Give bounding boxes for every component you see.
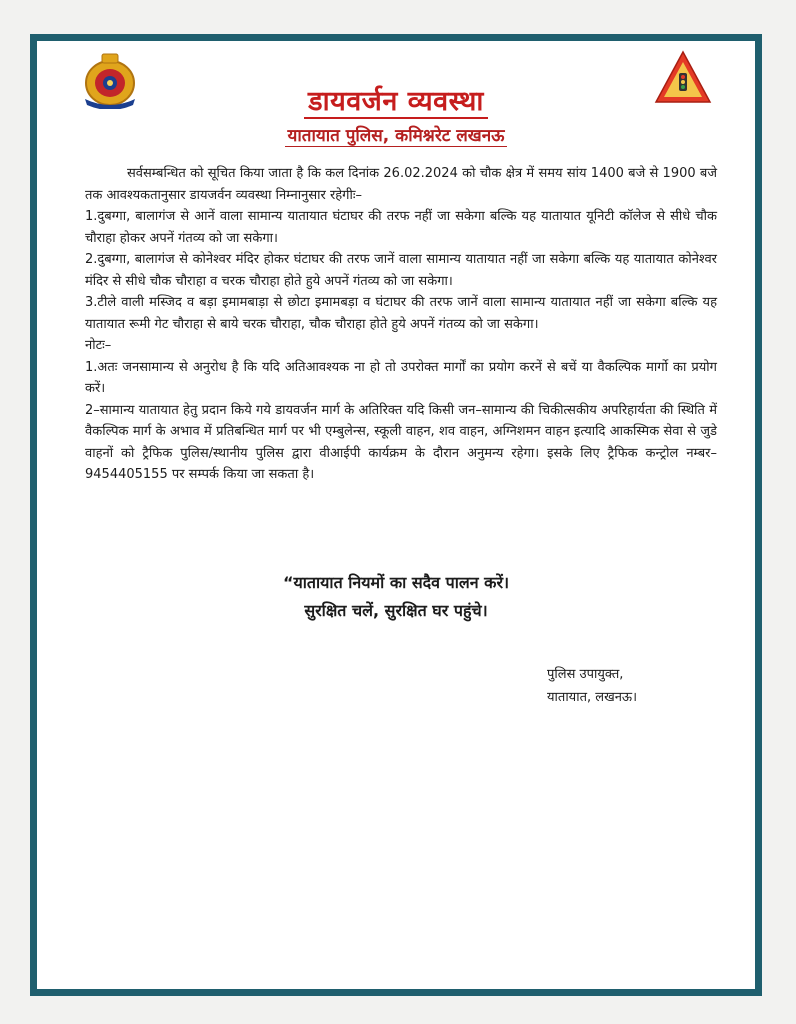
notice-title: डायवर्जन व्यवस्था [37,81,755,118]
slogan [37,569,755,625]
notice-subtitle: यातायात पुलिस, कमिश्नरेट लखनऊ [37,123,755,146]
notice-body [85,163,717,486]
intro-paragraph: सर्वसम्बन्धित को सूचित किया जाता है कि कल दिनांक 26.02.2024 को चौक क्षेत्र में समय सांय 1400 बजे से 1900 बजे तक आवश्यकतानुसार डायजर्वन व्यवस्था निम्नानुसार रहेगीः– [85,166,717,203]
signature-block [547,663,637,709]
note-2: 2–सामान्य यातायात हेतु प्रदान किये गये डायवर्जन मार्ग के अतिरिक्त यदि किसी जन–सामान्य की चिकीत्सकीय अपरिहार्यता की स्थिति में वैकल्पिक मार्ग के अभाव में प्रतिबन्धित मार्ग पर भी एम्बुलेन्स, स्कूली वाहन, शव वाहन, अग्निशमन वाहन इत्यादि आकस्मिक सेवा से जुडे वाहनों को ट्रैफिक पुलिस/स्थानीय पुलिस द्वारा वीआईपी कार्यक्रम के दौरान अनुमन्य रहेगा। इसके लिए ट्रैफिक कन्ट्रोल नम्बर– 9454405155 पर सम्पर्क किया जा सकता है। [85,402,717,482]
signature-line-1: पुलिस उपायुक्त, [547,667,624,682]
diversion-point-1: 1.दुबग्गा, बालागंज से आनें वाला सामान्य यातायात घंटाघर की तरफ नहीं जा सकेगा बल्कि यह यातायात यूनिटी कॉलेज से सीधे चौक चौराहा होकर अपनें गंतव्य को जा सकेगा। [85,209,717,246]
signature-line-2: यातायात, लखनऊ। [547,690,638,705]
note-1: 1.अतः जनसामान्य से अनुरोध है कि यदि अतिआवश्यक ना हो तो उपरोक्त मार्गों का प्रयोग करनें से बचें या वैकल्पिक मार्गो का प्रयोग करें। [85,359,717,396]
note-label: नोटः– [85,338,112,353]
slogan-line-2: सुरक्षित चलें, सुरक्षित घर पहुंचे। [304,601,488,620]
diversion-point-3: 3.टीले वाली मस्जिद व बड़ा इमामबाड़ा से छोटा इमामबड़ा व घंटाघर की तरफ जानें वाला सामान्य यातायात नहीं जा सकेगा बल्कि यह यातायात रूमी गेट चौराहा से बाये चरक चौराहा, चौक चौराहा होते हुये अपनें गंतव्य को जा सकेगा। [85,295,717,332]
diversion-point-2: 2.दुबग्गा, बालागंज से कोनेश्वर मंदिर होकर घंटाघर की तरफ जानें वाला सामान्य यातायात नहीं जा सकेगा बल्कि यह यातायात कोनेश्वर मंदिर से सीधे चौक चौराहा व चरक चौराहा होते हुये अपनें गंतव्य को जा सकेगा। [85,252,717,289]
notice-page [30,34,762,996]
slogan-line-1: “यातायात नियमों का सदैव पालन करें। [282,573,510,592]
